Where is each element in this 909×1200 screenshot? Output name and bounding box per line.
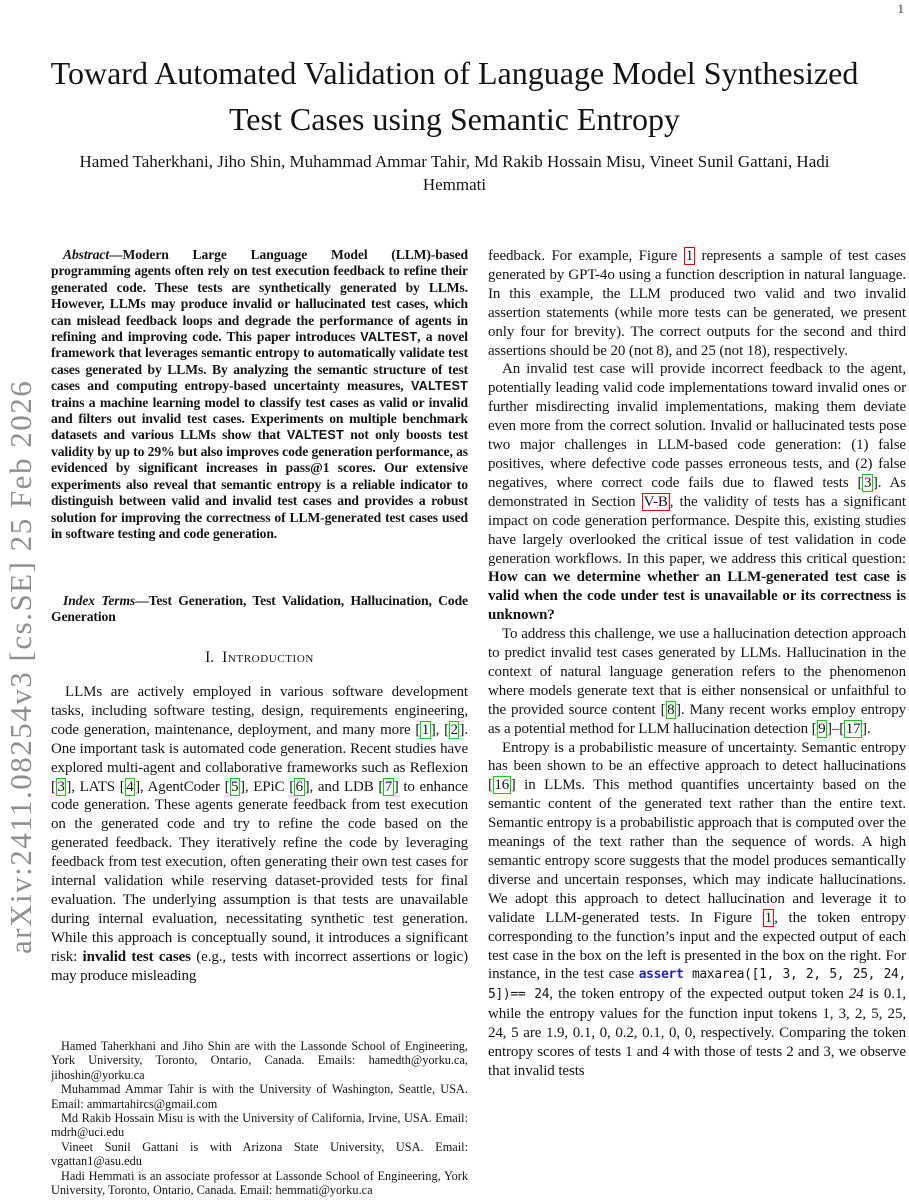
section-numeral: I. — [205, 649, 215, 666]
footnote-item: Hadi Hemmati is an associate professor at Lassonde School of Engineering, York University, Toronto, Ontario, Canada. Email: hemmati@yorku.ca — [51, 1168, 468, 1198]
author-footnotes — [51, 1039, 468, 1200]
text-segment-bi: Abstract — [63, 247, 110, 262]
citation-link[interactable]: 3 — [57, 778, 65, 795]
body-paragraph: Entropy is a probabilistic measure of uncertainty. Semantic entropy has been shown to be an effective approach to detect hallucinations [ 16 ] in LLMs. This method quantifies uncertainty based on the semantic content of the generated text rather than the entire text. Semantic entropy is a probabilistic approach that is computed over the meanings of the text rather than the sequence of words. A high semantic entropy score suggests that the model produces semantically diverse and uncertain responses, which may indicate hallucinations. We adopt this approach to detect hallucination and leverage it to validate LLM-generated tests. In Figure 1 , the token entropy corresponding to the function’s input and the expected output of each test case in the box on the left is presented in the box on the right. For instance, in the test case assert maxarea([1, 3, 2, 5, 25, 24, 5])== 24, the token entropy of the expected output token 24 is 0.1, while the entropy values for the function input tokens 1, 3, 2, 5, 25, 24, 5 are 1.9, 0.1, 0, 0.2, 0.1, 0, 0, respectively. Comparing the token entropy scores of tests 1 and 4 with those of tests 2 and 3, we observe that invalid tests — [488, 739, 906, 1079]
citation-link[interactable]: 9 — [818, 720, 826, 737]
section-heading-introduction — [51, 649, 468, 673]
text-segment-bi: Index Terms — [63, 593, 136, 608]
text-segment-kw: assert — [638, 967, 684, 983]
internal-reference-link[interactable]: 1 — [764, 909, 773, 926]
footnote-item: Muhammad Ammar Tahir is with the University of Washington, Seattle, USA. Email: ammartahircs@gmail.com — [51, 1082, 468, 1111]
citation-link[interactable]: 7 — [384, 778, 393, 795]
arxiv-watermark: arXiv:2411.08254v3 [cs.SE] 25 Feb 2026 — [3, 379, 38, 954]
citation-link[interactable]: 2 — [450, 721, 458, 738]
text-segment-code: maxarea([1, 3, 2, 5, 25, 24, 5])== 24 — [488, 967, 906, 1003]
text-segment-b: —Modern Large Language Model (LLM)-based programming agents often rely on test execution feedback to refine their generated code. These tests are synthetically generated by LLMs. However, LLMs may produce invalid or hallucinated test cases, which can mislead feedback loops and degrade the performance of agents in refining and improving code. This paper introduces — [51, 247, 468, 345]
text-segment-b: trains a machine learning model to classify test cases as valid or invalid and filters out invalid test cases. Experiments on multiple benchmark datasets and various LLMs show that — [51, 394, 468, 443]
text-segment-b: not only boosts test validity by up to 29% but also improves code generation performance, as evidenced by significant increases in pass@1 scores. Our extensive experiments also reveal that semantic entropy is a reliable indicator to distinguish between valid and invalid test cases and provides a robust solution for improving the correctness of LLM-generated test cases used in software testing and code generation. — [51, 427, 468, 541]
citation-link[interactable]: 4 — [126, 778, 134, 795]
right-column-text — [488, 247, 906, 1198]
left-column — [51, 245, 468, 1200]
paper-title-text: Toward Automated Validation of Language Model Synthesized Test Cases using Semantic Entropy — [50, 55, 859, 137]
body-paragraph: An invalid test case will provide incorrect feedback to the agent, potentially leading valid code implementations toward invalid ones or further misdirecting invalid implementations, making them deviate even more from the correct solution. Invalid or hallucinated tests pose two major challenges in LLM-based code generation: (1) false positives, where defective code passes erroneous tests, and (2) false negatives, where correct code fails due to flawed tests [ 3 ]. As demonstrated in Section V-B , the validity of tests has a significant impact on code generation performance. Despite this, existing studies have largely overlooked the critical issue of test validation in code generation workflows. In this paper, we address this critical question: How can we determine whether an LLM-generated test case is valid when the code under test is unavailable or its correctness is unknown? — [488, 361, 906, 624]
footnote-item: Vineet Sunil Gattani is with Arizona State University, USA. Email: vgattan1@asu.edu — [51, 1139, 468, 1169]
right-column — [488, 245, 906, 1200]
citation-link[interactable]: 5 — [231, 778, 239, 795]
citation-link[interactable]: 6 — [295, 778, 304, 795]
footnote-item: Md Rakib Hossain Misu is with the University of California, Irvine, USA. Email: mdrh@uci.edu — [51, 1111, 468, 1140]
intro-paragraph: LLMs are actively employed in various software development tasks, including software testing, design, requirements engineering, code generation, maintenance, deployment, and many more [ 1 ], [ 2 ]. One important task is automated code generation. Recent studies have explored multi-agent and collaborative frameworks such as Reflexion [ 3 ], LATS [ 4 ], AgentCoder [ 5 ], EPiC [ 6 ], and LDB [ 7 ] to enhance code generation. These agents generate feedback from test execution on the generated code and try to refine the code based on the generated feedback. They iteratively refine the code by leveraging feedback from test execution, often generating their own test cases for internal validation while reserving dataset-provided tests for final evaluation. The underlying assumption is that tests are unavailable during internal evaluation, necessitating synthetic test generation. While this approach is conceptually sound, it introduces a significant risk: invalid test cases (e.g., tests with incorrect assertions or logic) may produce misleading — [51, 684, 468, 984]
body-paragraph: To address this challenge, we use a hallucination detection approach to predict invalid test cases generated by LLMs. Hallucination in the context of natural language generation refers to the phenomenon where models generate text that is either nonsensical or unfaithful to the provided source content [ 8 ]. Many recent works employ entropy as a potential method for LLM hallucination detection [ 9 ]–[ 17 ]. — [488, 626, 906, 737]
text-segment-b: , a novel framework that leverages semantic entropy to automatically validate test cases generated by LLMs. By analyzing the semantic structure of test cases and computing entropy-based uncertainty measures, — [51, 329, 468, 394]
text-segment-b: —Test Generation, Test Validation, Hallucination, Code Generation — [51, 593, 468, 625]
text-segment-sf: VALTEST — [360, 330, 418, 345]
body-paragraph: feedback. For example, Figure 1 represents a sample of test cases generated by GPT-4o using a function description in natural language. In this example, the LLM produced two valid and two invalid assertion statements (while more tests can be generated, we present only four for brevity). The correct outputs for the second and third assertions should be 20 (not 8), and 25 (not 18), respectively. — [488, 248, 906, 359]
abstract-text — [51, 247, 468, 591]
internal-reference-link[interactable]: V-B — [643, 493, 668, 510]
section-title: Introduction — [222, 649, 314, 666]
paper-authors-text: Hamed Taherkhani, Jiho Shin, Muhammad Ammar Tahir, Md Rakib Hossain Misu, Vineet Sunil Gattani, Hadi Hemmati — [79, 152, 830, 194]
index-terms — [51, 593, 468, 633]
citation-link[interactable]: 17 — [845, 720, 861, 737]
text-segment-b: How can we determine whether an LLM-generated test case is valid when the code under test is unavailable or its correctness is unknown? — [488, 569, 906, 624]
citation-link[interactable]: 8 — [667, 701, 675, 718]
text-segment-sf: VALTEST — [410, 379, 468, 394]
citation-link[interactable]: 16 — [494, 777, 510, 794]
internal-reference-link[interactable]: 1 — [685, 248, 694, 264]
page-number: 1 — [897, 1, 904, 16]
text-segment-i: 24 — [848, 986, 864, 1003]
text-segment-sf: VALTEST — [286, 428, 344, 443]
footnote-item: Hamed Taherkhani and Jiho Shin are with the Lassonde School of Engineering, York University, Toronto, Ontario, Canada. Emails: hamedth@yorku.ca, jihoshin@yorku.ca — [51, 1039, 468, 1082]
citation-link[interactable]: 1 — [421, 721, 430, 738]
citation-link[interactable]: 3 — [863, 474, 872, 491]
paper-title — [0, 50, 909, 142]
text-segment-b: invalid test cases — [82, 948, 191, 965]
paper-authors — [0, 150, 909, 196]
